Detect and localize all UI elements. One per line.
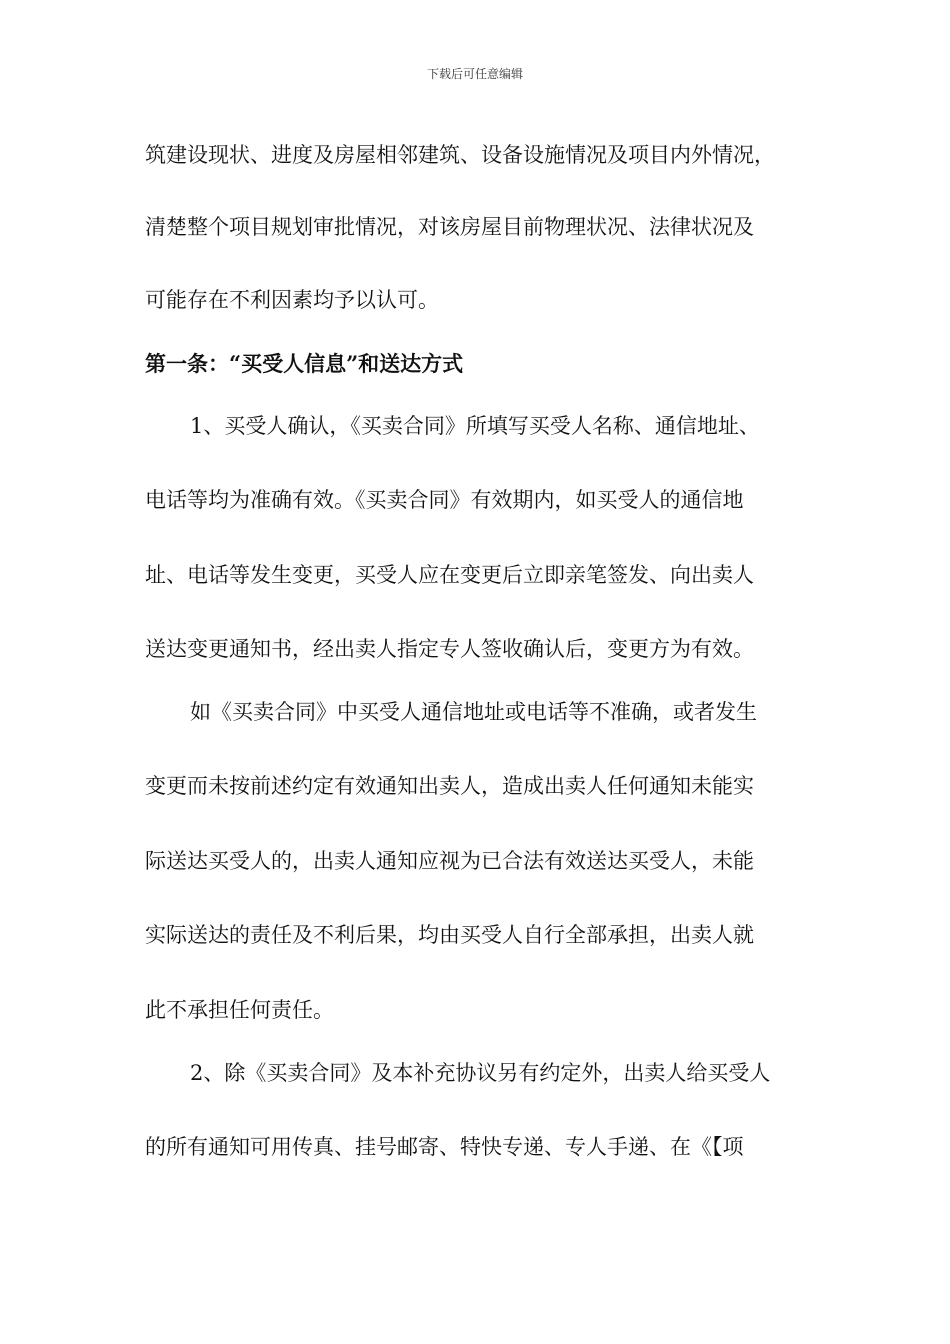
paragraph-2-line-5: 此不承担任何责任。 <box>145 998 334 1022</box>
paragraph-2-line-3: 际送达买受人的，出卖人通知应视为已合法有效送达买受人，未能 <box>145 849 754 873</box>
body-line-1: 筑建设现状、进度及房屋相邻建筑、设备设施情况及项目内外情况， <box>145 143 775 167</box>
page-header: 下载后可任意编辑 <box>426 67 523 81</box>
paragraph-1-line-1: 1、买受人确认，《买卖合同》所填写买受人名称、通信地址、 <box>190 414 760 438</box>
paragraph-1-line-4: 送达变更通知书，经出卖人指定专人签收确认后，变更方为有效。 <box>145 637 754 661</box>
body-line-3: 可能存在不利因素均予以认可。 <box>145 288 439 312</box>
paragraph-1-line-2: 电话等均为准确有效。《买卖合同》有效期内，如买受人的通信地 <box>145 488 744 512</box>
section-heading: 第一条：“买受人信息”和送达方式 <box>145 351 464 376</box>
paragraph-2-line-1: 如《买卖合同》中买受人通信地址或电话等不准确，或者发生 <box>190 700 757 724</box>
paragraph-3-line-1: 2、除《买卖合同》及本补充协议另有约定外，出卖人给买受人 <box>190 1061 771 1085</box>
paragraph-2-line-4: 实际送达的责任及不利后果，均由买受人自行全部承担，出卖人就 <box>145 923 754 947</box>
paragraph-2-line-2: 变更而未按前述约定有效通知出卖人，造成出卖人任何通知未能实 <box>145 774 754 798</box>
paragraph-3-line-2: 的所有通知可用传真、挂号邮寄、特快专递、专人手递、在《【项 <box>145 1135 744 1159</box>
paragraph-1-line-3: 址、电话等发生变更，买受人应在变更后立即亲笔签发、向出卖人 <box>145 563 754 587</box>
body-line-2: 清楚整个项目规划审批情况，对该房屋目前物理状况、法律状况及 <box>145 215 754 239</box>
